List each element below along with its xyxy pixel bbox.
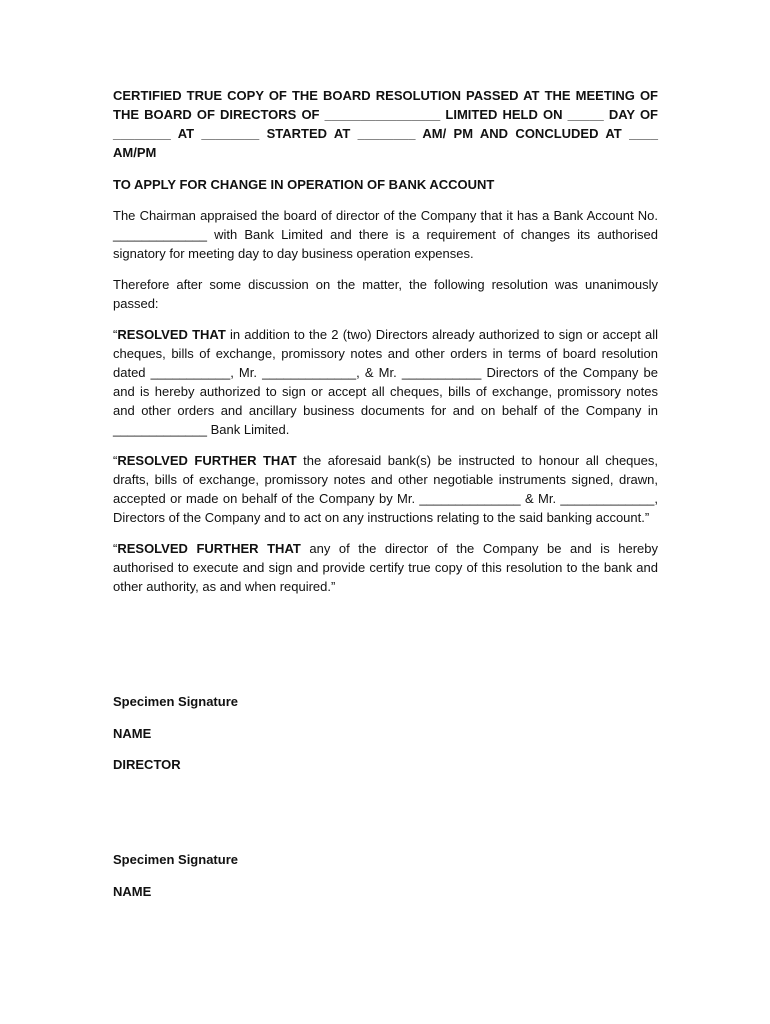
resolution-3	[113, 539, 658, 596]
name-label-2: NAME	[113, 884, 152, 899]
paragraph-chairman: The Chairman appraised the board of director of the Company that it has a Bank Account No. _____________ with Bank Limited and there is a requirement of changes its authorised signatory for meeting day to day business operation expenses.	[113, 208, 658, 261]
specimen-signature-label-2: Specimen Signature	[113, 852, 238, 867]
specimen-signature-label-1: Specimen Signature	[113, 694, 238, 709]
open-quote: “	[113, 541, 118, 556]
resolution-2-text: the aforesaid bank(s) be instructed to honour all cheques, drafts, bills of exchange, promissory notes and other negotiable instruments signed, drawn, accepted or made on behalf of the Company by Mr. ______________ & Mr. _____________, Directors of the Company and to act on any instructions relating to the said banking account.”	[113, 453, 658, 525]
resolution-1-text: in addition to the 2 (two) Directors already authorized to sign or accept all cheques, bills of exchange, promissory notes and other orders in terms of board resolution dated ___________, Mr. _____________, & Mr. ___________ Directors of the Company be and is hereby authorized to sign or accept all cheques, bills of exchange, promissory notes and other orders and ancillary business documents for and on behalf of the Company in _____________ Bank Limited.	[113, 327, 658, 437]
open-quote: “	[113, 327, 118, 342]
resolution-3-text: any of the director of the Company be and is hereby authorised to execute and sign and provide certify true copy of this resolution to the bank and other authority, as and when required.”	[113, 541, 658, 594]
resolution-2	[113, 451, 658, 527]
resolution-1	[113, 325, 658, 439]
resolution-2-lead: RESOLVED FURTHER THAT	[117, 453, 297, 468]
resolution-3-lead: RESOLVED FURTHER THAT	[117, 541, 301, 556]
paragraph-discussion: Therefore after some discussion on the matter, the following resolution was unanimously passed:	[113, 277, 658, 311]
document-body	[113, 86, 658, 596]
director-label-1: DIRECTOR	[113, 757, 181, 772]
document-subtitle: TO APPLY FOR CHANGE IN OPERATION OF BANK ACCOUNT	[113, 177, 495, 192]
open-quote: “	[113, 453, 118, 468]
resolution-1-lead: RESOLVED THAT	[117, 327, 226, 342]
name-label-1: NAME	[113, 726, 152, 741]
document-title: CERTIFIED TRUE COPY OF THE BOARD RESOLUTION PASSED AT THE MEETING OF THE BOARD OF DIRECTORS OF ________________ LIMITED HELD ON _____ DAY OF ________ AT ________ STARTED AT ________ AM/ PM AND CONCLUDED AT ____ AM/PM	[113, 88, 658, 160]
